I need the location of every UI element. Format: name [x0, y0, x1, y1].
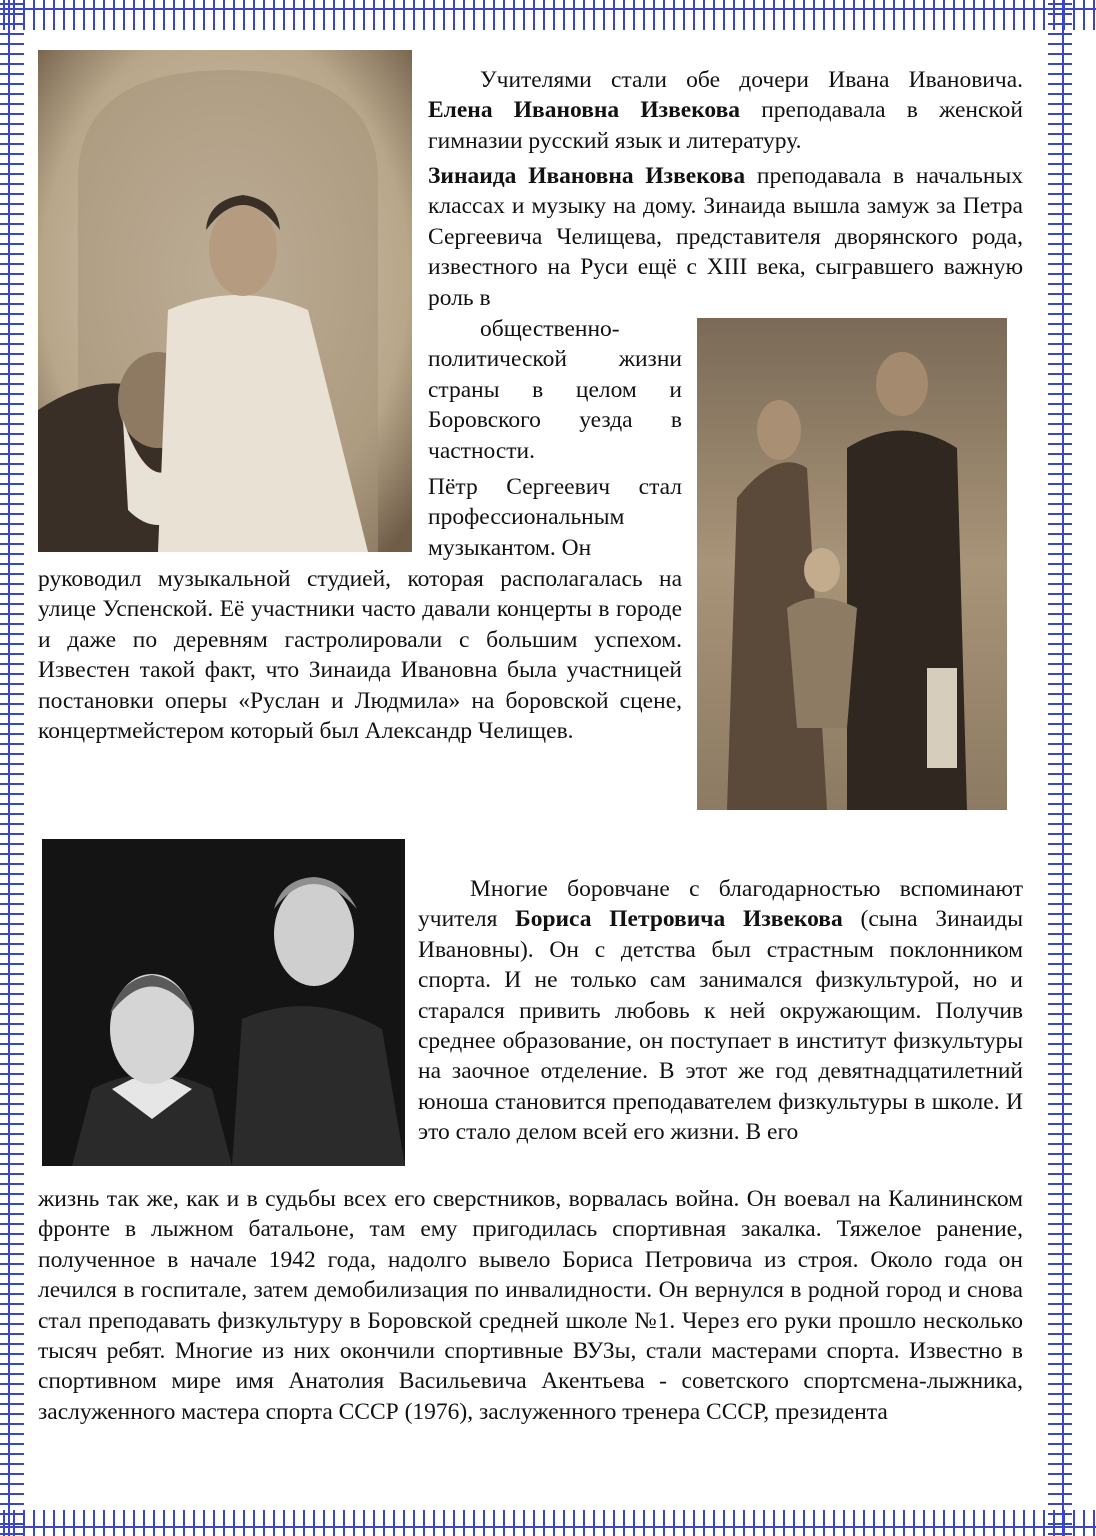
decorative-border-right [1048, 0, 1072, 1536]
p4-start: Многие боровчане с благодарностью вспоминают учителя [418, 876, 1023, 933]
paragraph-daughters [428, 65, 1023, 156]
name-elena: Елена Ивановна Извекова [428, 97, 741, 124]
p2-narrow: общественно-политической жизни страны в целом и Боровского уезда в частности. [428, 316, 682, 464]
paragraph-boris-war [38, 1184, 1023, 1427]
p2-rest: преподавала в начальных классах и музыку на дому. Зинаида вышла замуж за Петра Сергеевича Челищева, представителя дворянского рода, известного на Руси ещё с XIII века, сыгравшего важную роль в [428, 163, 1024, 311]
name-boris: Бориса Петровича Извекова [515, 906, 843, 933]
paragraph-zinaida-continued [428, 314, 682, 466]
paragraph-zinaida [428, 161, 1023, 313]
p1-intro: Учителями стали обе дочери Ивана Ивановича. [480, 67, 1023, 93]
paragraph-boris [418, 874, 1023, 1148]
p3-wide: руководил музыкальной студией, которая располагалась на улице Успенской. Её участники часто давали концерты в городе и даже по деревням гастролировали с большим успехом. Известен такой факт, что Зинаида Ивановна была участницей постановки оперы «Руслан и Людмила» на боровской сцене, концертмейстером который был Александр Челищев. [38, 566, 682, 745]
p4-rest: (сына Зинаиды Ивановны). Он с детства был страстным поклонником спорта. И не только сам занимался физкультурой, но и старался привить любовь к ней окружающим. Получив среднее образование, он поступает в институт физкультуры на заочное отделение. В этот же год девятнадцатилетний юноша становится преподавателем физкультуры в школе. И это стало делом всей его жизни. В его [418, 906, 1023, 1146]
photo-young-couple [42, 839, 405, 1166]
photo-family-portrait [697, 318, 1007, 810]
paragraph-petr-intro [428, 472, 682, 563]
decorative-border-left [0, 0, 24, 1536]
p1-rest: преподавала в женской гимназии русский язык и литературу. [428, 97, 1023, 154]
p3-narrow: Пётр Сергеевич стал профессиональным музыкантом. Он [428, 474, 682, 561]
name-zinaida: Зинаида Ивановна Извекова [428, 163, 746, 189]
decorative-border-bottom [0, 1510, 1096, 1536]
photo-father-and-daughter [38, 50, 412, 552]
paragraph-petr-studio [38, 564, 682, 746]
p5-text: жизнь так же, как и в судьбы всех его сверстников, ворвалась война. Он воевал на Калининском фронте в лыжном батальоне, там ему пригодилась спортивная закалка. Тяжелое ранение, полученное в начале 1942 года, надолго вывело Бориса Петровича из строя. Около года он лечился в госпитале, затем демобилизация по инвалидности. Он вернулся в родной город и снова стал преподавать физкультуру в Боровской средней школе №1. Через его руки прошло несколько тысяч ребят. Многие из них окончили спортивные ВУЗы, стали мастерами спорта. Известно в спортивном мире имя Анатолия Васильевича Акентьева - советского спортсмена-лыжника, заслуженного мастера спорта СССР (1976), заслуженного тренера СССР, президента [38, 1186, 1023, 1425]
decorative-border-top [0, 0, 1096, 30]
